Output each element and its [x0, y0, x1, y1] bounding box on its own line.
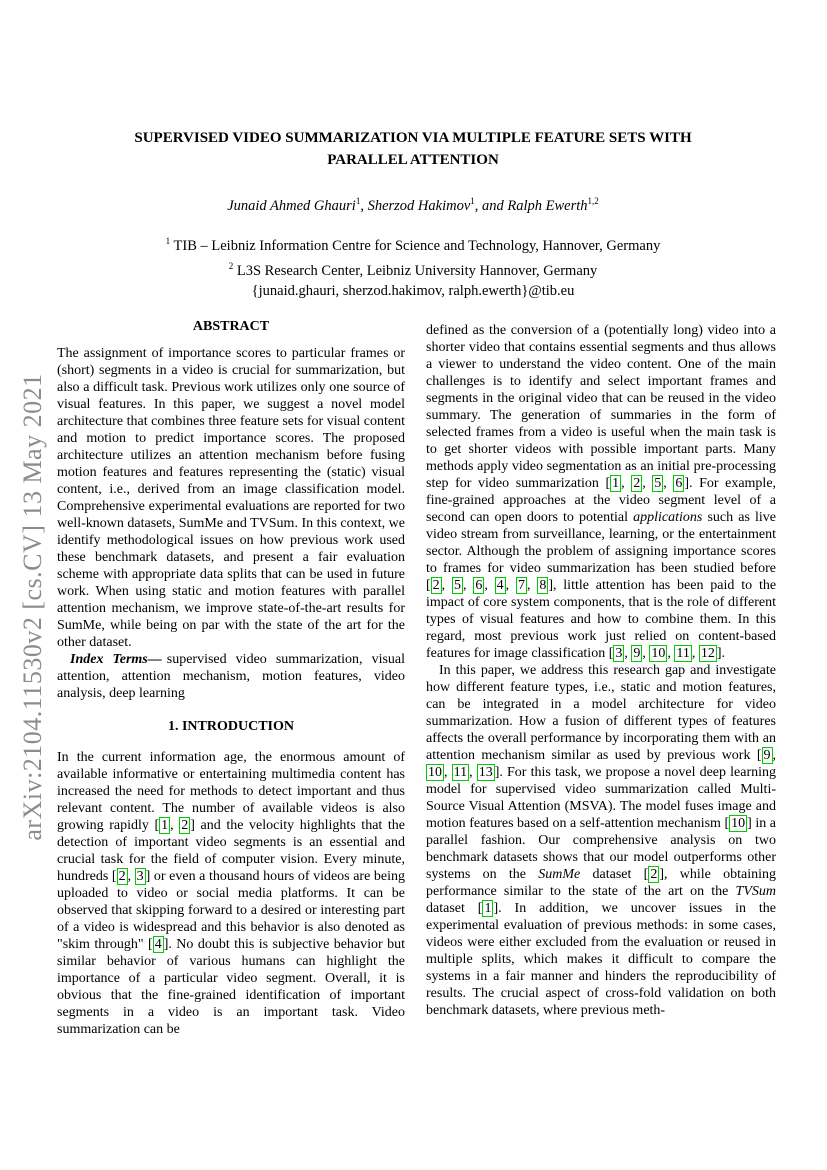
citation-link[interactable]: 13: [478, 765, 493, 780]
author-affiliation-marker: 1: [470, 196, 475, 206]
introduction-paragraph-2: defined as the conversion of a (potentially long) video into a shorter video that contains essential segments and thus allows a viewer to understand the video content. One of the main challenges is to identify and select important frames and segments in the original video that can be reused in the video summary. The generation of summaries in the form of selected frames from a video is useful when the main task is to get shorter videos with possible important parts. Many methods apply video segmentation as an initial pre-processing step for video summarization [ 1 , 2 , 5 , 6 ]. For example, fine-grained approaches at the video segment level of a second can open doors to potential applications such as live video stream from surveillance, learning, or the entertainment sector. Although the problem of assigning importance scores to frames for video summarization has been studied before [ 2 , 5 , 6 , 4 , 7 , 8 ], little attention has been paid to the impact of core system components, that is the role of different types of visual features and how to combine them. In this regard, most previous work just relied on content-based features for image classification [ 3 , 9 , 10 , 11 , 12 ].: [426, 323, 777, 661]
citation-link[interactable]: 5: [654, 476, 662, 491]
citation-link[interactable]: 11: [676, 646, 690, 661]
author-separator: ,: [360, 197, 368, 214]
author-name: Junaid Ahmed Ghauri: [227, 197, 356, 214]
citation-link[interactable]: 10: [651, 646, 666, 661]
citation-link[interactable]: 9: [763, 748, 771, 763]
introduction-heading: 1. INTRODUCTION: [167, 719, 294, 734]
introduction-paragraph-3: In this paper, we address this research gap and investigate how different feature types, i.e., static and motion features, can be integrated in a model architecture for video summarization. How a fusion of different types of features affects the overall performance by incorporating them with an attention mechanism similar as used by previous work [ 9 , 10 , 11 , 13 ]. For this task, we propose a novel deep learning model for supervised video summarization called Multi-Source Visual Attention (MSVA). The model fuses image and motion features based on a self-attention mechanism [ 10 ] in a parallel fashion. Our comprehensive analysis on two benchmark datasets shows that our model outperforms other systems on the SumMe dataset [ 2 ], while obtaining performance similar to the state of the art on the TVSum dataset [ 1 ]. In addition, we uncover issues in the experimental evaluation of previous methods: in some cases, videos were either excluded from the evaluation or reused in multiple splits, which makes it difficult to compare the systems in a fair manner and hinders the reproducibility of results. The crucial aspect of cross-fold validation on both benchmark datasets, where previous meth-: [426, 663, 777, 1018]
citation-link[interactable]: 2: [181, 818, 189, 833]
introduction-paragraph-1: In the current information age, the enormous amount of available informative or entertaining multimedia content has increased the need for methods to detect important and thus relevant content. The number of available videos is also growing rapidly [ 1 , 2 ] and the velocity highlights that the detection of important video segments is an essential and crucial task for the field of computer vision. Every minute, hundreds [ 2 , 3 ] or even a thousand hours of videos are being uploaded to video or social media platforms. It can be observed that skipping forward to a desired or interesting part of a video is widespread and this behavior is also denoted as "skim through" [ 4 ]. No doubt this is subjective behavior but similar behavior of various humans can highlight the importance of a particular video segment. Overall, it is obvious that the fine-grained identification of important segments in a video is an important task. Video summarization can be: [57, 750, 406, 1037]
paper-title-line1: SUPERVISED VIDEO SUMMARIZATION VIA MULTIPLE FEATURE SETS WITH: [134, 130, 692, 146]
citation-link[interactable]: 8: [539, 578, 547, 593]
index-terms: [57, 651, 405, 702]
index-terms-label: Index Terms—: [70, 652, 162, 667]
affiliation-marker: 1: [165, 236, 171, 246]
arxiv-watermark: arXiv:2104.11530v2 [cs.CV] 13 May 2021: [18, 373, 47, 841]
citation-link[interactable]: 5: [454, 578, 461, 593]
author-affiliation-marker: 1,2: [587, 196, 599, 206]
affiliation-text: TIB – Leibniz Information Centre for Science and Technology, Hannover, Germany: [173, 237, 661, 254]
citation-link[interactable]: 10: [731, 816, 746, 831]
affiliation-line: [63, 256, 763, 281]
citation-link[interactable]: 2: [650, 867, 658, 882]
citation-link[interactable]: 4: [154, 937, 162, 952]
citation-link[interactable]: 4: [496, 578, 504, 593]
abstract-text: The assignment of importance scores to particular frames or (short) segments in a video is crucial for summarization, but also a difficult task. Previous work utilizes only one source of visual features. In this paper, we suggest a novel model architecture that combines three feature sets for visual content and motion to predict importance scores. The proposed architecture utilizes an attention mechanism before fusing motion features and features representing the (static) visual content, i.e., derived from an image classification model. Comprehensive experimental evaluations are reported for two well-known datasets, SumMe and TVSum. In this context, we identify methodological issues on how previous work used these benchmark datasets, and present a fair evaluation scheme with appropriate data splits that can be used in future work. When using static and motion features with parallel attention mechanism, we improve state-of-the-art results for SumMe, while being on par with the state of the art for the other dataset.: [57, 346, 405, 650]
author-name: Ralph Ewerth: [507, 197, 588, 214]
column-right: [426, 322, 776, 1019]
column-left: [57, 318, 405, 1038]
citation-link[interactable]: 12: [700, 646, 715, 661]
citation-link[interactable]: 1: [161, 818, 169, 833]
affiliations-block: [63, 231, 763, 301]
affiliation-marker: 2: [228, 260, 234, 271]
citation-link[interactable]: 2: [118, 869, 126, 884]
paper-title: [63, 127, 763, 171]
citation-link[interactable]: 3: [615, 646, 623, 661]
abstract-heading: ABSTRACT: [192, 319, 270, 334]
citation-link[interactable]: 1: [612, 476, 620, 491]
affiliation-line: [63, 231, 763, 256]
email-line: {junaid.ghauri, sherzod.hakimov, ralph.ewerth}@tib.eu: [251, 282, 575, 299]
citation-link[interactable]: 3: [136, 869, 144, 884]
citation-link[interactable]: 9: [633, 646, 641, 661]
citation-link[interactable]: 2: [432, 578, 440, 593]
citation-link[interactable]: 7: [517, 578, 525, 593]
index-terms-text: supervised video summarization, visual attention, attention mechanism, motion features, video analysis, deep learning: [57, 652, 406, 701]
authors-line: [63, 196, 763, 215]
citation-link[interactable]: 10: [428, 765, 442, 780]
citation-link[interactable]: 2: [633, 476, 641, 491]
author-affiliation-marker: 1: [355, 196, 361, 206]
author-name: Sherzod Hakimov: [367, 197, 471, 214]
citation-link[interactable]: 6: [475, 578, 483, 593]
paper-title-line2: PARALLEL ATTENTION: [327, 152, 499, 168]
author-separator: , and: [474, 197, 508, 214]
affiliation-text: L3S Research Center, Leibniz University Hannover, Germany: [236, 262, 598, 279]
citation-link[interactable]: 1: [484, 901, 492, 916]
citation-link[interactable]: 11: [453, 765, 468, 780]
citation-link[interactable]: 6: [675, 476, 683, 491]
